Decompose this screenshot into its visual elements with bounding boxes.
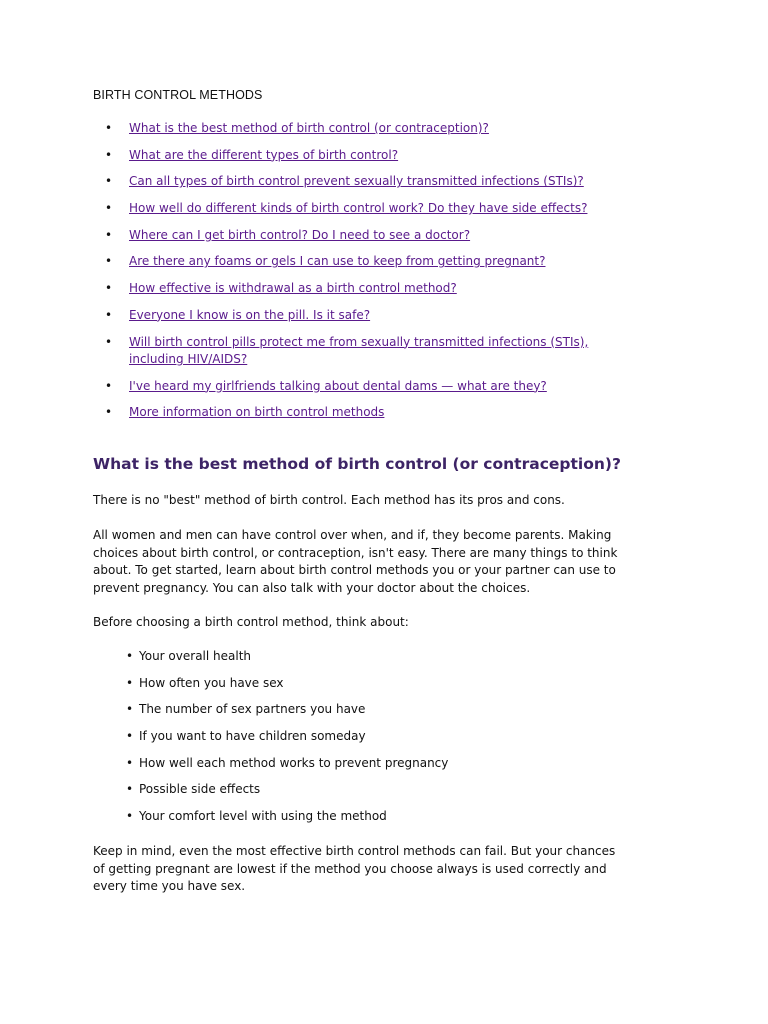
toc-item: [93, 253, 613, 271]
toc-item: [93, 378, 613, 396]
paragraph-body: All women and men can have control over when, and if, they become parents. Making choices about birth control, or contraception, isn't easy. There are many things to think about. To get started, learn about birth control methods you or your partner can use to prevent pregnancy. You can also talk with your doctor about the choices.: [93, 528, 618, 595]
toc-link[interactable]: Everyone I know is on the pill. Is it safe?: [129, 307, 371, 322]
toc-item: [93, 200, 613, 218]
toc-link[interactable]: I've heard my girlfriends talking about dental dams — what are they?: [129, 378, 547, 393]
bullet-icon: •: [126, 649, 134, 663]
bullet-icon: •: [126, 755, 134, 770]
list-item: [93, 781, 613, 799]
bullet-icon: •: [126, 729, 134, 744]
bullet-icon: •: [126, 782, 134, 797]
bullet-icon: •: [126, 675, 134, 690]
toc-item: [93, 404, 613, 422]
list-item-text: If you want to have children someday: [139, 729, 366, 744]
bullet-icon: •: [105, 147, 113, 162]
bullet-icon: •: [105, 227, 113, 242]
toc-link[interactable]: Where can I get birth control? Do I need to see a doctor?: [129, 227, 471, 242]
list-item: [93, 648, 613, 666]
considerations-list: [93, 648, 613, 835]
toc-link[interactable]: What is the best method of birth control (or contraception)?: [129, 121, 489, 135]
bullet-icon: •: [126, 809, 134, 824]
list-item-text: Your overall health: [139, 649, 252, 663]
toc-link[interactable]: What are the different types of birth control?: [129, 147, 399, 162]
list-item-text: Possible side effects: [139, 782, 261, 797]
toc-item: [93, 147, 613, 165]
bullet-icon: •: [105, 281, 113, 296]
toc-link[interactable]: How well do different kinds of birth control work? Do they have side effects?: [129, 201, 588, 216]
toc-item: [93, 173, 613, 191]
list-item: [93, 728, 613, 746]
document-title: BIRTH CONTROL METHODS: [93, 88, 263, 102]
toc-item: [93, 334, 613, 369]
paragraph-lead-in: Before choosing a birth control method, think about:: [93, 615, 409, 629]
toc-link[interactable]: More information on birth control methods: [129, 405, 385, 420]
list-item-text: How well each method works to prevent pregnancy: [139, 755, 449, 770]
bullet-icon: •: [105, 405, 113, 420]
list-item: [93, 675, 613, 693]
toc-item: [93, 280, 613, 298]
toc-link[interactable]: Are there any foams or gels I can use to keep from getting pregnant?: [129, 254, 546, 269]
toc-link[interactable]: How effective is withdrawal as a birth control method?: [129, 281, 457, 296]
bullet-icon: •: [105, 174, 113, 189]
list-item-text: How often you have sex: [139, 675, 284, 690]
toc-item: [93, 227, 613, 245]
list-item: [93, 808, 613, 826]
toc-link[interactable]: Will birth control pills protect me from sexually transmitted infections (STIs), including HIV/AIDS?: [129, 334, 589, 366]
list-item-text: Your comfort level with using the method: [139, 809, 387, 824]
bullet-icon: •: [105, 334, 113, 349]
section-heading: What is the best method of birth control (or contraception)?: [93, 455, 621, 473]
bullet-icon: •: [105, 378, 113, 393]
list-item: [93, 755, 613, 773]
paragraph-intro: There is no "best" method of birth control. Each method has its pros and cons.: [93, 493, 565, 507]
bullet-icon: •: [105, 201, 113, 216]
list-item: [93, 701, 613, 719]
bullet-icon: •: [105, 121, 113, 135]
bullet-icon: •: [105, 254, 113, 269]
toc-link[interactable]: Can all types of birth control prevent sexually transmitted infections (STIs)?: [129, 174, 584, 189]
bullet-icon: •: [126, 702, 134, 717]
toc-item: [93, 120, 613, 138]
list-item-text: The number of sex partners you have: [139, 702, 366, 717]
paragraph-closing: Keep in mind, even the most effective birth control methods can fail. But your chances of getting pregnant are lowest if the method you choose always is used correctly and every time you have sex.: [93, 844, 616, 893]
toc-item: [93, 307, 613, 325]
bullet-icon: •: [105, 307, 113, 322]
table-of-contents: [93, 120, 613, 431]
